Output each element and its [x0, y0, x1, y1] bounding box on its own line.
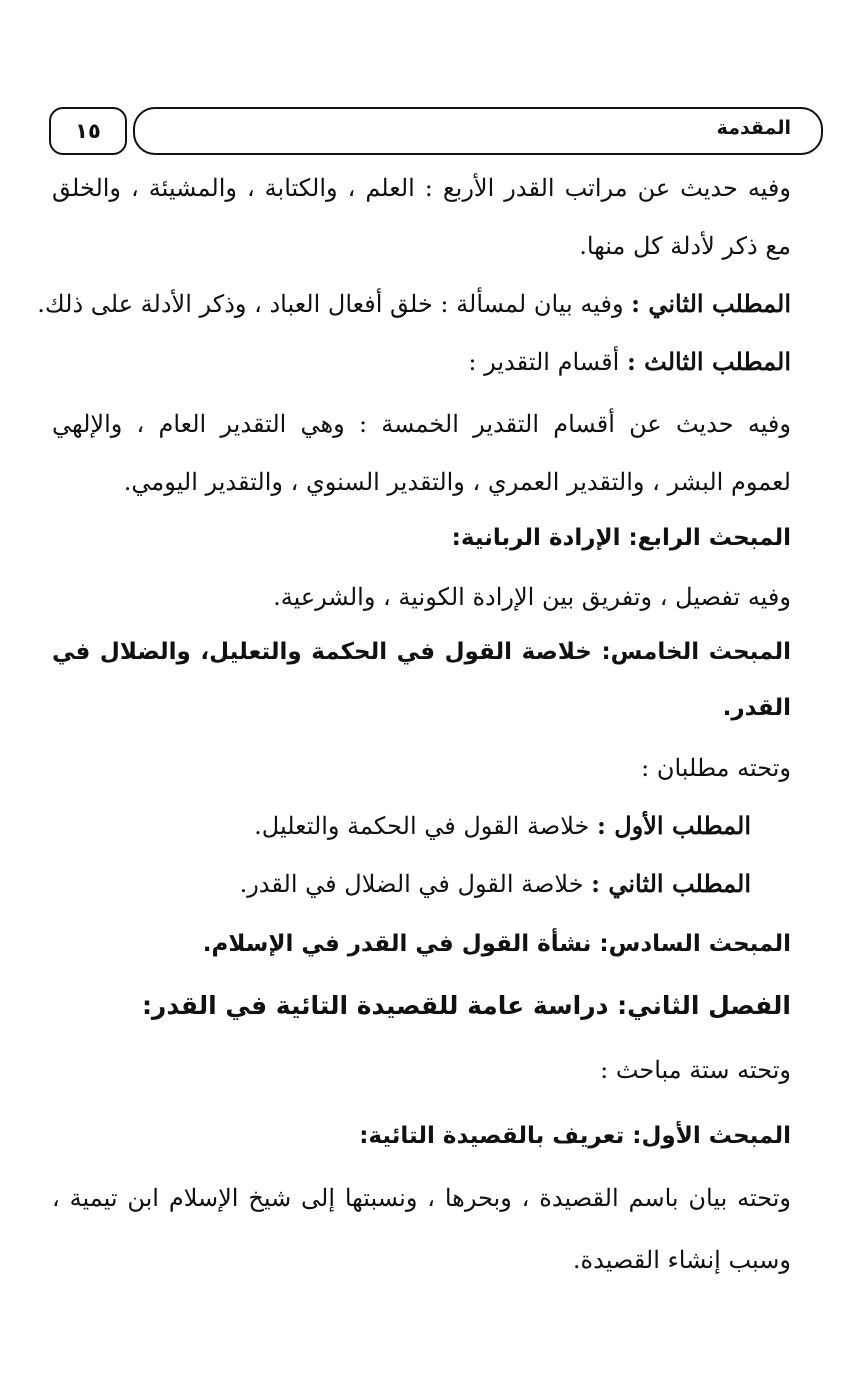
body-line: وسبب إنشاء القصيدة.	[572, 1246, 791, 1274]
subsection-label: المطلب الأول :	[596, 811, 751, 840]
chapter-heading: الفصل الثاني: دراسة عامة للقصيدة التائية في القدر:	[141, 991, 791, 1020]
page-header	[49, 107, 823, 153]
body-line: وتحته بيان باسم القصيدة ، وبحرها ، ونسبتها إلى شيخ الإسلام ابن تيمية ،	[52, 1184, 791, 1212]
body-line: وتحته ستة مباحث :	[600, 1056, 791, 1084]
body-line: وفيه حديث عن مراتب القدر الأربع : العلم ، والكتابة ، والمشيئة ، والخلق	[52, 174, 791, 202]
section-heading: المبحث السادس: نشأة القول في القدر في الإسلام.	[202, 931, 791, 957]
subsection-line	[37, 284, 791, 324]
subsection-line	[254, 806, 751, 846]
subsection-text: خلاصة القول في الحكمة والتعليل.	[254, 812, 597, 840]
section-heading: المبحث الأول: تعريف بالقصيدة التائية:	[359, 1123, 791, 1149]
body-line: مع ذكر لأدلة كل منها.	[579, 232, 791, 260]
subsection-line	[468, 342, 791, 382]
subsection-text: أقسام التقدير :	[468, 348, 627, 376]
section-heading: المبحث الخامس: خلاصة القول في الحكمة والتعليل، والضلال في	[52, 639, 791, 665]
body-line: لعموم البشر ، والتقدير العمري ، والتقدير السنوي ، والتقدير اليومي.	[123, 468, 791, 496]
body-line: وتحته مطلبان :	[641, 754, 791, 782]
running-title-frame	[133, 107, 823, 155]
body-line: وفيه تفصيل ، وتفريق بين الإرادة الكونية ، والشرعية.	[273, 583, 791, 611]
subsection-line	[240, 864, 751, 904]
subsection-label: المطلب الثالث :	[626, 347, 791, 376]
subsection-text: خلاصة القول في الضلال في القدر.	[239, 870, 592, 898]
subsection-label: المطلب الثاني :	[631, 289, 791, 318]
running-title: المقدمة	[716, 117, 791, 139]
subsection-label: المطلب الثاني :	[591, 869, 751, 898]
section-heading-cont: القدر.	[722, 695, 791, 721]
body-line: وفيه حديث عن أقسام التقدير الخمسة : وهي التقدير العام ، والإلهي	[52, 410, 791, 438]
page-number: ١٥	[49, 107, 127, 155]
section-heading: المبحث الرابع: الإرادة الربانية:	[451, 525, 791, 551]
subsection-text: وفيه بيان لمسألة : خلق أفعال العباد ، وذكر الأدلة على ذلك.	[37, 290, 632, 318]
